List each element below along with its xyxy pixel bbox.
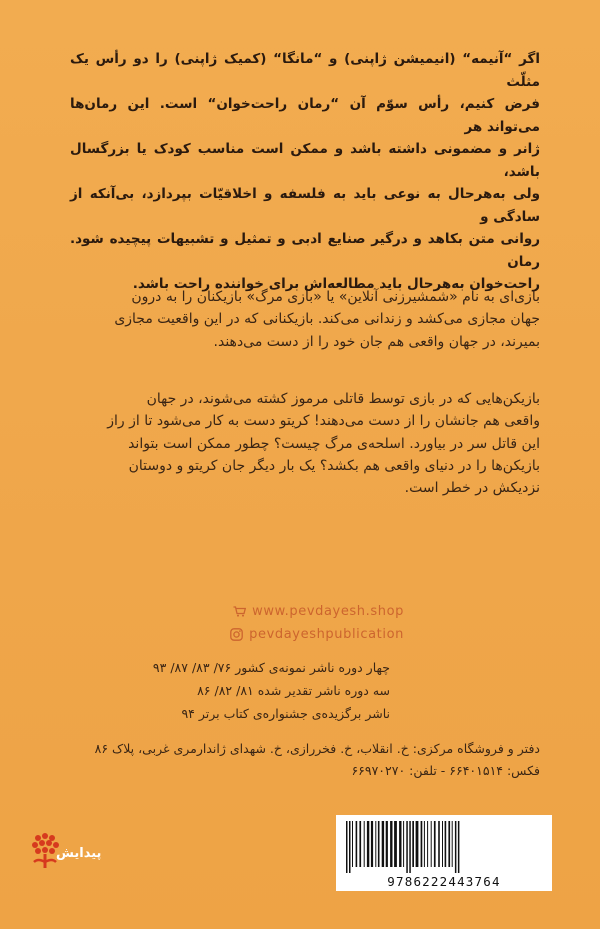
barcode-bar [375,821,376,867]
barcode-bar [458,821,460,873]
shop-url: www.pevdayesh.shop [252,604,404,619]
synopsis-line: واقعی هم جانشان را از دست می‌دهند! کریتو دست به کار می‌شود تا از راز [107,413,540,430]
address-line: دفتر و فروشگاه مرکزی: خ. انقلاب، خ. فخررازی، خ. شهدای ژاندارمری غربی، پلاک ۸۶ [94,741,540,756]
synopsis-line: بازیکن‌هایی که در بازی توسط قاتلی مرموز کشته می‌شوند، در جهان [146,391,540,407]
cart-icon [233,606,246,617]
synopsis-line: بازی‌ای به نام «شمشیرزنی آنلاین» یا «بازی مرگ» بازیکنان را به درون [131,289,540,305]
intro-line: روانی متن بکاهد و درگیر صنایع ادبی و تمثیل و تشبیهات پیچیده شود. رمان [70,231,540,270]
synopsis-paragraph-1 [70,286,540,353]
barcode-bar [427,821,428,867]
barcode-bar [416,821,419,867]
barcode-bar [452,821,453,867]
synopsis-paragraph-2 [70,388,540,499]
barcode-bar [382,821,384,867]
barcode-bar [390,821,392,867]
publisher-address [95,738,540,782]
intro-line: راحت‌خوان به‌هرحال باید مطالعه‌اش برای خواننده راحت باشد. [132,276,540,292]
barcode-bar [364,821,365,867]
barcode-bar [409,821,411,873]
barcode-bar [445,821,447,867]
barcode-bar [349,821,351,873]
barcode-bar [352,821,353,867]
phone-fax-line: فکس: ۶۶۴۰۱۵۱۴ - تلفن: ۶۶۹۷۰۲۷۰ [351,763,540,778]
barcode-bar [442,821,443,867]
barcode-bar [403,821,404,867]
barcode-bar [394,821,397,867]
intro-line: اگر “آنیمه“ (انیمیشن ژاپنی) و “مانگا“ (کمیک ژاپنی) را دو رأس یک مثلّث [70,51,540,90]
barcode-bar [367,821,369,867]
barcode-bars [342,821,546,873]
award-line: ناشر برگزیده‌ی جشنواره‌ی کتاب برتر ۹۴ [181,706,390,721]
isbn-number: 9786222443764 [387,874,501,889]
logo-text: پیدایش [56,846,102,861]
barcode-bar [378,821,380,867]
barcode-bar [346,821,348,873]
intro-line: فرض کنیم، رأس سوّم آن “رمان راحت‌خوان“ است. این رمان‌ها می‌تواند هر [70,96,540,135]
instagram-icon [230,628,243,641]
synopsis-line: نزدیکش در خطر است. [404,480,540,497]
synopsis-line: بمیرند، در جهان واقعی هم جان خود را از دست می‌دهند. [213,333,540,350]
barcode-bar [359,821,361,867]
barcode-bar [448,821,450,867]
award-line: سه دوره ناشر تقدیر شده ۸۱/ ۸۲/ ۸۶ [197,683,390,698]
shop-link[interactable] [233,604,404,619]
synopsis-line: بازیکن‌ها را در دنیای واقعی هم بکشد؟ یک بار دیگر جان کریتو و دوستان [128,457,540,474]
synopsis-line: این قاتل سر در بیاورد. اسلحه‌ی مرگ چیست؟ چطور ممکن است بتواند [128,435,540,452]
barcode-bar [399,821,401,867]
barcode-bar [431,821,432,867]
barcode-bar [434,821,436,867]
barcode-bar [438,821,440,867]
award-line: چهار دوره ناشر نمونه‌ی کشور ۷۶/ ۸۳/ ۸۷/ ۹۳ [152,660,390,675]
intro-paragraph [70,48,540,296]
barcode-bar [412,821,414,867]
intro-line: ولی به‌هرحال به نوعی باید به فلسفه و اخلاقیّات بپردازد، بی‌آنکه از سادگی و [70,186,540,225]
barcode-bar [424,821,425,867]
barcode-bar [421,821,423,867]
synopsis-line: جهان مجازی می‌کشد و زندانی می‌کند. بازیکنانی که در این واقعیت مجازی [114,311,540,328]
barcode-bar [356,821,358,867]
publisher-logo [26,828,126,878]
barcode-bar [406,821,408,873]
intro-line: ژانر و مضمونی داشته باشد و ممکن است مناسب کودک یا بزرگسال باشد، [70,141,540,180]
publisher-awards [153,656,390,725]
barcode-bar [371,821,373,867]
barcode-bar [455,821,457,873]
instagram-handle: pevdayeshpublication [249,627,404,642]
isbn-barcode [336,815,552,891]
barcode-bar [386,821,388,867]
instagram-link[interactable] [230,627,404,642]
